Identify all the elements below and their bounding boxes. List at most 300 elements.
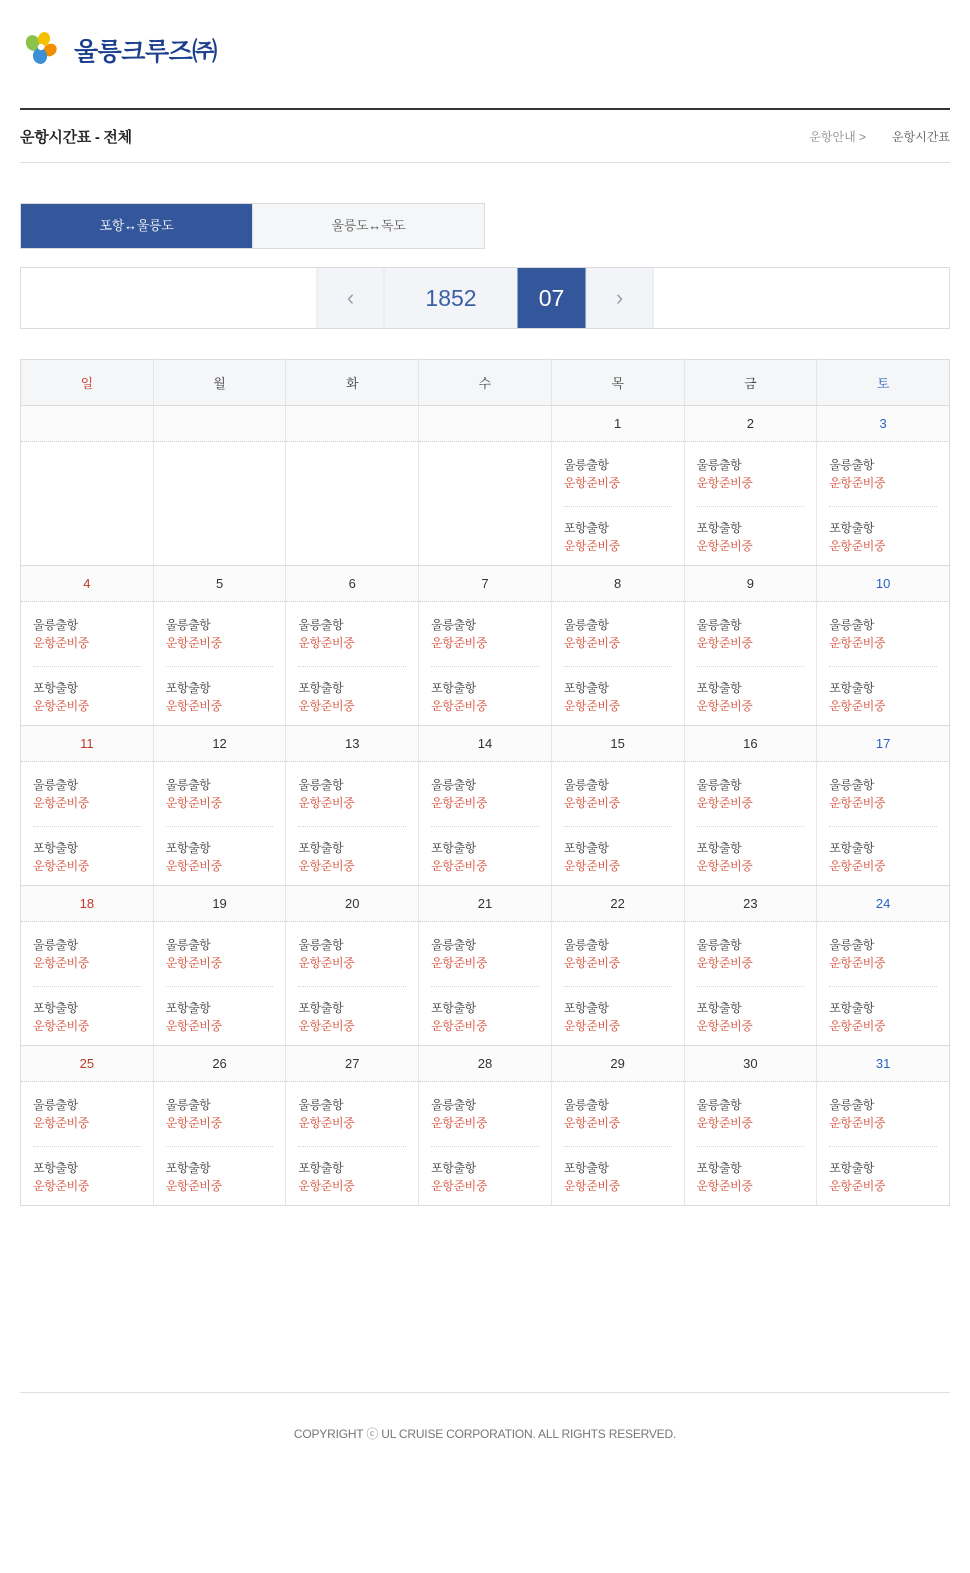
schedule-route-label: 포항출항	[696, 521, 742, 535]
schedule-item-pohang	[829, 519, 937, 555]
schedule-divider	[829, 826, 937, 827]
calendar-schedule-cell[interactable]	[551, 922, 684, 1046]
schedule-route-label: 울릉출항	[829, 458, 874, 472]
schedule-divider	[829, 1146, 937, 1147]
schedule-route-label: 울릉출항	[829, 1098, 874, 1112]
schedule-status-label: 운항준비중	[829, 1019, 886, 1033]
route-tabs	[20, 203, 485, 249]
schedule-item-ulleung	[697, 1096, 805, 1132]
schedule-item-ulleung	[298, 1096, 406, 1132]
schedule-item-pohang	[431, 999, 539, 1035]
schedule-item-pohang	[697, 839, 805, 875]
calendar-daynum-cell[interactable]: 13	[286, 726, 419, 762]
schedule-item-pohang	[298, 839, 406, 875]
schedule-item-pohang	[564, 679, 672, 715]
calendar-daynum-cell[interactable]: 5	[153, 566, 286, 602]
schedule-item-pohang	[298, 999, 406, 1035]
tab-pohang-ulleung[interactable]: 포항↔울릉도	[21, 204, 252, 248]
next-month-button[interactable]: ›	[586, 268, 654, 328]
schedule-status-label: 운항준비중	[696, 636, 753, 650]
schedule-status-label: 운항준비중	[563, 956, 620, 970]
schedule-status-label: 운항준비중	[563, 1116, 620, 1130]
schedule-status-label: 운항준비중	[165, 636, 222, 650]
schedule-status-label: 운항준비중	[431, 636, 488, 650]
schedule-status-label: 운항준비중	[165, 956, 222, 970]
calendar-daynum-cell[interactable]: 8	[551, 566, 684, 602]
schedule-divider	[697, 506, 805, 507]
schedule-item-pohang	[829, 679, 937, 715]
weekday-header-mon: 월	[153, 360, 286, 406]
calendar-daynum-row	[21, 1046, 950, 1082]
schedule-status-label: 운항준비중	[696, 1019, 753, 1033]
calendar-schedule-cell[interactable]	[817, 1082, 950, 1206]
schedule-calendar	[20, 359, 950, 1206]
schedule-route-label: 포항출항	[696, 681, 742, 695]
weekday-header-tue: 화	[286, 360, 419, 406]
schedule-route-label: 울릉출항	[431, 938, 476, 952]
calendar-schedule-row	[21, 442, 950, 566]
schedule-route-label: 울릉출항	[696, 1098, 742, 1112]
calendar-schedule-cell[interactable]	[684, 442, 817, 566]
calendar-daynum-row	[21, 406, 950, 442]
schedule-item-pohang	[166, 999, 274, 1035]
schedule-status-label: 운항준비중	[33, 1019, 89, 1033]
schedule-divider	[431, 986, 539, 987]
schedule-route-label: 울릉출항	[33, 1098, 78, 1112]
schedule-status-label: 운항준비중	[829, 476, 886, 490]
schedule-item-pohang	[697, 1159, 805, 1195]
schedule-status-label: 운항준비중	[165, 1116, 222, 1130]
schedule-divider	[564, 826, 672, 827]
calendar-schedule-cell[interactable]	[684, 762, 817, 886]
schedule-item-ulleung	[298, 776, 406, 812]
schedule-route-label: 포항출항	[829, 521, 874, 535]
schedule-item-pohang	[829, 1159, 937, 1195]
weekday-header-fri: 금	[684, 360, 817, 406]
schedule-route-label: 울릉출항	[431, 778, 476, 792]
schedule-route-label: 울릉출항	[431, 618, 476, 632]
schedule-item-ulleung	[33, 1096, 141, 1132]
schedule-status-label: 운항준비중	[563, 699, 620, 713]
schedule-divider	[697, 826, 805, 827]
schedule-divider	[166, 666, 274, 667]
schedule-route-label: 포항출항	[563, 681, 609, 695]
schedule-item-ulleung	[697, 456, 805, 492]
schedule-divider	[564, 506, 672, 507]
schedule-route-label: 포항출항	[829, 1001, 874, 1015]
schedule-status-label: 운항준비중	[165, 699, 222, 713]
schedule-item-pohang	[697, 679, 805, 715]
calendar-schedule-cell-empty	[153, 442, 286, 566]
schedule-divider	[298, 986, 406, 987]
page-title: 운항시간표 - 전체	[20, 128, 132, 146]
schedule-status-label: 운항준비중	[829, 859, 886, 873]
schedule-item-pohang	[564, 999, 672, 1035]
schedule-divider	[564, 1146, 672, 1147]
schedule-item-ulleung	[298, 936, 406, 972]
calendar-schedule-cell[interactable]	[419, 602, 552, 726]
schedule-item-ulleung	[564, 1096, 672, 1132]
schedule-route-label: 포항출항	[165, 1161, 211, 1175]
calendar-schedule-cell[interactable]	[551, 762, 684, 886]
calendar-schedule-row	[21, 1082, 950, 1206]
schedule-route-label: 울릉출항	[563, 1098, 609, 1112]
calendar-daynum-cell[interactable]: 15	[551, 726, 684, 762]
schedule-status-label: 운항준비중	[33, 636, 89, 650]
calendar-daynum-cell[interactable]: 31	[817, 1046, 950, 1082]
schedule-status-label: 운항준비중	[298, 1019, 355, 1033]
schedule-status-label: 운항준비중	[33, 1179, 89, 1193]
prev-month-button[interactable]: ‹	[317, 268, 385, 328]
calendar-daynum-row	[21, 886, 950, 922]
schedule-route-label: 울릉출항	[696, 778, 742, 792]
calendar-schedule-cell[interactable]	[286, 922, 419, 1046]
calendar-daynum-empty	[286, 406, 419, 442]
month-navigator-center	[317, 268, 654, 328]
schedule-item-ulleung	[33, 616, 141, 652]
schedule-route-label: 울릉출항	[33, 618, 78, 632]
schedule-divider	[697, 666, 805, 667]
calendar-daynum-cell[interactable]: 12	[153, 726, 286, 762]
schedule-item-ulleung	[298, 616, 406, 652]
schedule-route-label: 울릉출항	[829, 618, 874, 632]
calendar-daynum-cell[interactable]: 18	[21, 886, 154, 922]
schedule-divider	[431, 1146, 539, 1147]
schedule-status-label: 운항준비중	[33, 699, 89, 713]
calendar-daynum-cell[interactable]: 24	[817, 886, 950, 922]
schedule-status-label: 운항준비중	[165, 796, 222, 810]
schedule-status-label: 운항준비중	[696, 539, 753, 553]
schedule-status-label: 운항준비중	[563, 1179, 620, 1193]
site-header	[0, 0, 970, 100]
tab-ulleung-dokdo[interactable]: 울릉도↔독도	[252, 204, 484, 248]
calendar-daynum-cell[interactable]: 23	[684, 886, 817, 922]
calendar-schedule-cell[interactable]	[817, 762, 950, 886]
calendar-schedule-cell[interactable]	[551, 1082, 684, 1206]
calendar-daynum-row	[21, 726, 950, 762]
schedule-route-label: 울릉출항	[165, 938, 211, 952]
schedule-status-label: 운항준비중	[33, 859, 89, 873]
calendar-schedule-cell[interactable]	[286, 762, 419, 886]
schedule-divider	[33, 826, 141, 827]
calendar-daynum-cell[interactable]: 25	[21, 1046, 154, 1082]
schedule-item-pohang	[697, 999, 805, 1035]
schedule-status-label: 운항준비중	[165, 1179, 222, 1193]
schedule-route-label: 울릉출항	[431, 1098, 476, 1112]
schedule-item-pohang	[298, 679, 406, 715]
schedule-divider	[33, 986, 141, 987]
page-title-bar	[20, 108, 950, 163]
weekday-header-wed: 수	[419, 360, 552, 406]
calendar-schedule-cell[interactable]	[817, 442, 950, 566]
schedule-divider	[829, 666, 937, 667]
schedule-divider	[166, 1146, 274, 1147]
weekday-header-thu: 목	[551, 360, 684, 406]
calendar-schedule-cell[interactable]	[684, 922, 817, 1046]
schedule-status-label: 운항준비중	[431, 1019, 488, 1033]
calendar-schedule-cell-empty	[21, 442, 154, 566]
calendar-daynum-cell[interactable]: 14	[419, 726, 552, 762]
schedule-status-label: 운항준비중	[431, 796, 488, 810]
calendar-daynum-cell[interactable]: 10	[817, 566, 950, 602]
copyright-text: COPYRIGHT ⓒ UL CRUISE CORPORATION. ALL RIGHTS RESERVED.	[293, 1427, 677, 1441]
schedule-divider	[431, 666, 539, 667]
calendar-daynum-cell[interactable]: 20	[286, 886, 419, 922]
calendar-daynum-cell[interactable]: 21	[419, 886, 552, 922]
schedule-status-label: 운항준비중	[563, 476, 620, 490]
schedule-route-label: 울릉출항	[563, 938, 609, 952]
schedule-item-pohang	[166, 679, 274, 715]
schedule-item-ulleung	[564, 936, 672, 972]
schedule-status-label: 운항준비중	[298, 859, 355, 873]
schedule-route-label: 포항출항	[563, 1001, 609, 1015]
calendar-schedule-cell[interactable]	[153, 762, 286, 886]
schedule-route-label: 포항출항	[431, 681, 476, 695]
schedule-route-label: 포항출항	[696, 1161, 742, 1175]
schedule-item-ulleung	[431, 936, 539, 972]
breadcrumb-current: 운항시간표	[892, 129, 950, 144]
schedule-route-label: 포항출항	[696, 841, 742, 855]
calendar-schedule-cell[interactable]	[153, 1082, 286, 1206]
schedule-divider	[431, 826, 539, 827]
schedule-status-label: 운항준비중	[563, 636, 620, 650]
calendar-daynum-cell[interactable]: 19	[153, 886, 286, 922]
schedule-route-label: 울릉출항	[33, 938, 78, 952]
calendar-schedule-cell[interactable]	[817, 922, 950, 1046]
weekday-header-sat: 토	[817, 360, 950, 406]
schedule-item-pohang	[829, 999, 937, 1035]
schedule-status-label: 운항준비중	[829, 539, 886, 553]
calendar-schedule-cell[interactable]	[21, 922, 154, 1046]
calendar-daynum-cell[interactable]: 9	[684, 566, 817, 602]
schedule-status-label: 운항준비중	[829, 1179, 886, 1193]
schedule-status-label: 운항준비중	[165, 859, 222, 873]
schedule-item-ulleung	[829, 456, 937, 492]
schedule-item-pohang	[166, 839, 274, 875]
breadcrumb	[809, 128, 950, 145]
schedule-status-label: 운항준비중	[431, 699, 488, 713]
schedule-status-label: 운항준비중	[298, 1179, 355, 1193]
schedule-item-ulleung	[829, 776, 937, 812]
schedule-status-label: 운항준비중	[298, 636, 355, 650]
schedule-status-label: 운항준비중	[298, 699, 355, 713]
schedule-status-label: 운항준비중	[431, 956, 488, 970]
schedule-divider	[697, 1146, 805, 1147]
schedule-divider	[829, 506, 937, 507]
calendar-daynum-cell[interactable]: 11	[21, 726, 154, 762]
schedule-item-ulleung	[829, 616, 937, 652]
site-logo-link[interactable]	[22, 30, 217, 70]
calendar-daynum-cell[interactable]: 27	[286, 1046, 419, 1082]
calendar-schedule-cell[interactable]	[21, 602, 154, 726]
schedule-status-label: 운항준비중	[829, 956, 886, 970]
schedule-divider	[166, 826, 274, 827]
schedule-route-label: 울릉출항	[165, 618, 211, 632]
schedule-divider	[298, 826, 406, 827]
schedule-route-label: 포항출항	[33, 841, 78, 855]
schedule-route-label: 포항출항	[563, 1161, 609, 1175]
schedule-status-label: 운항준비중	[563, 1019, 620, 1033]
schedule-item-ulleung	[564, 456, 672, 492]
schedule-divider	[298, 666, 406, 667]
schedule-item-ulleung	[431, 1096, 539, 1132]
schedule-route-label: 포항출항	[829, 1161, 874, 1175]
calendar-schedule-cell[interactable]	[153, 602, 286, 726]
schedule-item-pohang	[33, 839, 141, 875]
schedule-route-label: 포항출항	[563, 521, 609, 535]
schedule-route-label: 포항출항	[298, 681, 344, 695]
site-logo-text: 울릉크루즈㈜	[74, 38, 217, 66]
schedule-status-label: 운항준비중	[563, 796, 620, 810]
schedule-route-label: 울릉출항	[33, 778, 78, 792]
schedule-route-label: 포항출항	[829, 681, 874, 695]
schedule-route-label: 울릉출항	[165, 1098, 211, 1112]
schedule-route-label: 포항출항	[696, 1001, 742, 1015]
calendar-daynum-cell[interactable]: 16	[684, 726, 817, 762]
schedule-item-ulleung	[431, 776, 539, 812]
schedule-route-label: 포항출항	[298, 1001, 344, 1015]
calendar-schedule-cell[interactable]	[419, 922, 552, 1046]
schedule-status-label: 운항준비중	[298, 956, 355, 970]
calendar-daynum-cell[interactable]: 1	[551, 406, 684, 442]
calendar-daynum-row	[21, 566, 950, 602]
calendar-schedule-cell[interactable]	[551, 442, 684, 566]
calendar-schedule-cell[interactable]	[684, 1082, 817, 1206]
schedule-route-label: 울릉출항	[829, 938, 874, 952]
schedule-item-pohang	[564, 519, 672, 555]
calendar-daynum-cell[interactable]: 29	[551, 1046, 684, 1082]
schedule-item-pohang	[298, 1159, 406, 1195]
schedule-route-label: 울릉출항	[563, 778, 609, 792]
calendar-daynum-cell[interactable]: 22	[551, 886, 684, 922]
schedule-route-label: 울릉출항	[298, 618, 344, 632]
weekday-header-row	[21, 360, 950, 406]
calendar-schedule-cell[interactable]	[286, 1082, 419, 1206]
schedule-item-pohang	[431, 1159, 539, 1195]
calendar-body	[21, 406, 950, 1206]
calendar-schedule-row	[21, 602, 950, 726]
calendar-daynum-empty	[21, 406, 154, 442]
schedule-item-pohang	[697, 519, 805, 555]
schedule-status-label: 운항준비중	[298, 1116, 355, 1130]
schedule-status-label: 운항준비중	[696, 1179, 753, 1193]
schedule-route-label: 포항출항	[431, 1161, 476, 1175]
schedule-item-pohang	[564, 839, 672, 875]
calendar-daynum-cell[interactable]: 3	[817, 406, 950, 442]
calendar-header	[21, 360, 950, 406]
calendar-daynum-cell[interactable]: 30	[684, 1046, 817, 1082]
schedule-route-label: 포항출항	[33, 1161, 78, 1175]
schedule-status-label: 운항준비중	[298, 796, 355, 810]
schedule-item-pohang	[431, 679, 539, 715]
calendar-daynum-cell[interactable]: 6	[286, 566, 419, 602]
flower-logo-icon	[22, 30, 62, 70]
schedule-status-label: 운항준비중	[829, 699, 886, 713]
breadcrumb-parent[interactable]: 운항안내 >	[809, 129, 867, 144]
calendar-schedule-cell[interactable]	[817, 602, 950, 726]
schedule-route-label: 울릉출항	[298, 938, 344, 952]
calendar-daynum-cell[interactable]: 26	[153, 1046, 286, 1082]
schedule-item-ulleung	[564, 776, 672, 812]
schedule-item-pohang	[829, 839, 937, 875]
schedule-status-label: 운항준비중	[431, 1179, 488, 1193]
schedule-status-label: 운항준비중	[829, 636, 886, 650]
schedule-status-label: 운항준비중	[829, 796, 886, 810]
calendar-schedule-cell[interactable]	[153, 922, 286, 1046]
schedule-status-label: 운항준비중	[696, 1116, 753, 1130]
calendar-daynum-cell[interactable]: 7	[419, 566, 552, 602]
schedule-route-label: 울릉출항	[165, 778, 211, 792]
calendar-schedule-cell-empty	[286, 442, 419, 566]
calendar-schedule-cell[interactable]	[286, 602, 419, 726]
schedule-status-label: 운항준비중	[696, 476, 753, 490]
calendar-daynum-cell[interactable]: 4	[21, 566, 154, 602]
schedule-route-label: 울릉출항	[829, 778, 874, 792]
schedule-route-label: 포항출항	[165, 1001, 211, 1015]
current-year-label: 1852	[385, 268, 518, 328]
schedule-route-label: 포항출항	[829, 841, 874, 855]
calendar-schedule-cell[interactable]	[419, 762, 552, 886]
schedule-item-ulleung	[166, 616, 274, 652]
schedule-route-label: 포항출항	[431, 1001, 476, 1015]
schedule-divider	[564, 986, 672, 987]
schedule-status-label: 운항준비중	[563, 539, 620, 553]
calendar-schedule-cell[interactable]	[684, 602, 817, 726]
schedule-item-ulleung	[829, 1096, 937, 1132]
current-month-label[interactable]: 07	[518, 268, 586, 328]
schedule-item-pohang	[166, 1159, 274, 1195]
schedule-status-label: 운항준비중	[563, 859, 620, 873]
schedule-route-label: 포항출항	[165, 681, 211, 695]
schedule-status-label: 운항준비중	[829, 1116, 886, 1130]
calendar-daynum-cell[interactable]: 2	[684, 406, 817, 442]
schedule-route-label: 포항출항	[298, 841, 344, 855]
calendar-daynum-cell[interactable]: 17	[817, 726, 950, 762]
schedule-route-label: 울릉출항	[696, 938, 742, 952]
calendar-schedule-cell-empty	[419, 442, 552, 566]
schedule-status-label: 운항준비중	[696, 796, 753, 810]
weekday-header-sun: 일	[21, 360, 154, 406]
calendar-schedule-cell[interactable]	[419, 1082, 552, 1206]
schedule-item-pohang	[33, 1159, 141, 1195]
schedule-item-ulleung	[33, 776, 141, 812]
calendar-schedule-cell[interactable]	[21, 762, 154, 886]
schedule-route-label: 포항출항	[33, 1001, 78, 1015]
schedule-status-label: 운항준비중	[165, 1019, 222, 1033]
schedule-route-label: 울릉출항	[696, 458, 742, 472]
schedule-route-label: 포항출항	[563, 841, 609, 855]
schedule-item-ulleung	[166, 776, 274, 812]
schedule-item-ulleung	[697, 936, 805, 972]
schedule-status-label: 운항준비중	[33, 956, 89, 970]
schedule-route-label: 포항출항	[33, 681, 78, 695]
schedule-route-label: 포항출항	[298, 1161, 344, 1175]
schedule-status-label: 운항준비중	[696, 859, 753, 873]
schedule-divider	[166, 986, 274, 987]
schedule-item-pohang	[564, 1159, 672, 1195]
calendar-schedule-cell[interactable]	[21, 1082, 154, 1206]
calendar-schedule-row	[21, 762, 950, 886]
schedule-status-label: 운항준비중	[431, 1116, 488, 1130]
site-footer	[20, 1392, 950, 1474]
schedule-item-pohang	[33, 679, 141, 715]
schedule-route-label: 울릉출항	[298, 778, 344, 792]
schedule-status-label: 운항준비중	[696, 699, 753, 713]
schedule-item-ulleung	[431, 616, 539, 652]
calendar-daynum-cell[interactable]: 28	[419, 1046, 552, 1082]
calendar-schedule-cell[interactable]	[551, 602, 684, 726]
schedule-item-ulleung	[829, 936, 937, 972]
